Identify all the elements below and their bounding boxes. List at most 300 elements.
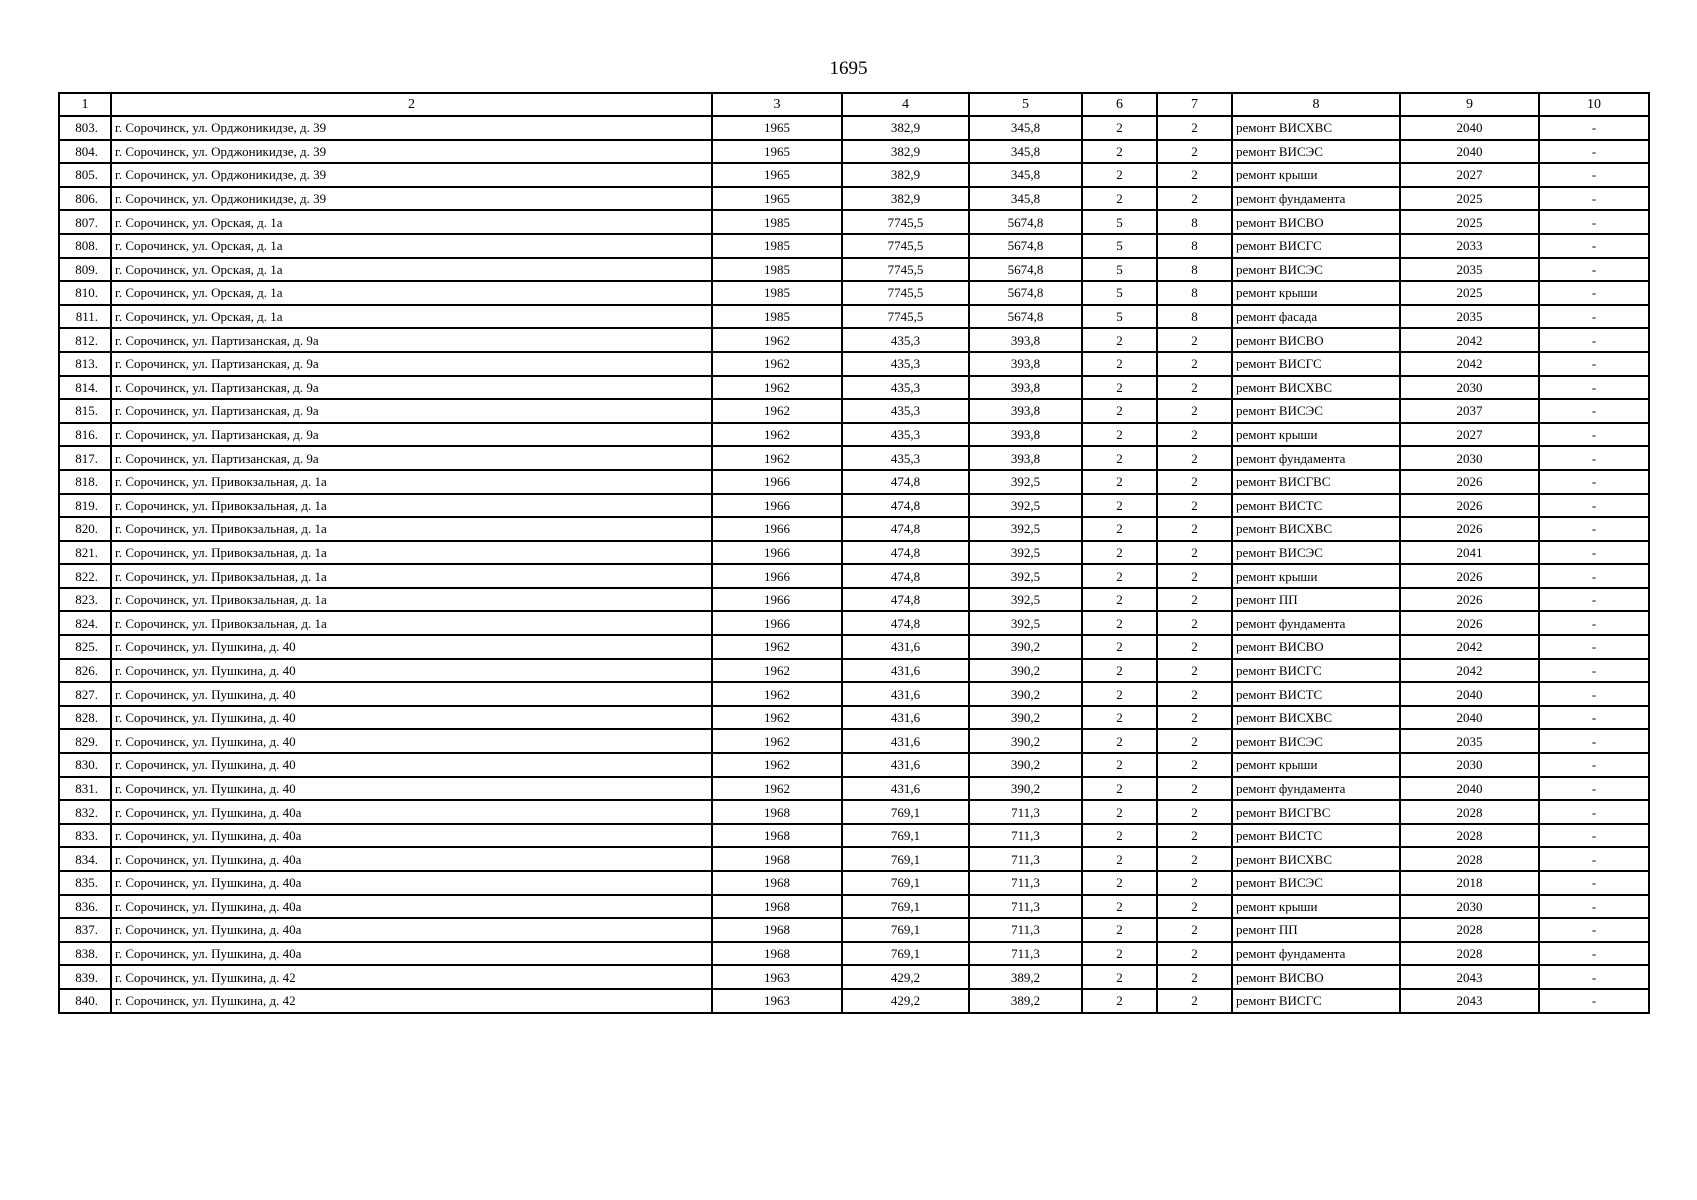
cell-living-area: 711,3 xyxy=(969,942,1082,966)
cell-year-built: 1985 xyxy=(712,258,842,282)
cell-address: г. Сорочинск, ул. Орская, д. 1а xyxy=(111,258,712,282)
cell-entrances: 2 xyxy=(1157,918,1232,942)
cell-address: г. Сорочинск, ул. Партизанская, д. 9а xyxy=(111,376,712,400)
cell-year-built: 1966 xyxy=(712,517,842,541)
cell-note: - xyxy=(1539,942,1649,966)
cell-year-built: 1985 xyxy=(712,305,842,329)
cell-total-area: 769,1 xyxy=(842,871,969,895)
cell-row-number: 838. xyxy=(59,942,111,966)
cell-note: - xyxy=(1539,281,1649,305)
cell-work-type: ремонт ВИСГС xyxy=(1232,659,1400,683)
cell-total-area: 382,9 xyxy=(842,140,969,164)
cell-note: - xyxy=(1539,611,1649,635)
cell-floors: 2 xyxy=(1082,470,1157,494)
table-row xyxy=(59,140,1649,164)
cell-living-area: 390,2 xyxy=(969,659,1082,683)
cell-total-area: 474,8 xyxy=(842,564,969,588)
header-row xyxy=(59,93,1649,116)
cell-total-area: 431,6 xyxy=(842,635,969,659)
cell-living-area: 5674,8 xyxy=(969,281,1082,305)
cell-floors: 2 xyxy=(1082,965,1157,989)
cell-row-number: 807. xyxy=(59,210,111,234)
cell-work-type: ремонт ВИСГС xyxy=(1232,352,1400,376)
cell-living-area: 390,2 xyxy=(969,777,1082,801)
cell-row-number: 825. xyxy=(59,635,111,659)
cell-note: - xyxy=(1539,895,1649,919)
table-row xyxy=(59,258,1649,282)
cell-work-type: ремонт ВИСВО xyxy=(1232,635,1400,659)
cell-living-area: 393,8 xyxy=(969,352,1082,376)
cell-total-area: 474,8 xyxy=(842,588,969,612)
cell-planned-year: 2026 xyxy=(1400,588,1539,612)
cell-note: - xyxy=(1539,777,1649,801)
cell-entrances: 2 xyxy=(1157,895,1232,919)
column-header-2: 2 xyxy=(111,93,712,116)
cell-year-built: 1968 xyxy=(712,918,842,942)
cell-row-number: 817. xyxy=(59,446,111,470)
cell-work-type: ремонт фасада xyxy=(1232,305,1400,329)
cell-planned-year: 2040 xyxy=(1400,682,1539,706)
cell-row-number: 810. xyxy=(59,281,111,305)
cell-address: г. Сорочинск, ул. Партизанская, д. 9а xyxy=(111,328,712,352)
cell-total-area: 431,6 xyxy=(842,706,969,730)
cell-floors: 2 xyxy=(1082,328,1157,352)
cell-note: - xyxy=(1539,305,1649,329)
cell-planned-year: 2033 xyxy=(1400,234,1539,258)
cell-address: г. Сорочинск, ул. Орская, д. 1а xyxy=(111,234,712,258)
cell-note: - xyxy=(1539,753,1649,777)
cell-year-built: 1963 xyxy=(712,965,842,989)
cell-entrances: 2 xyxy=(1157,446,1232,470)
cell-floors: 2 xyxy=(1082,824,1157,848)
cell-floors: 5 xyxy=(1082,258,1157,282)
cell-year-built: 1962 xyxy=(712,423,842,447)
cell-row-number: 808. xyxy=(59,234,111,258)
cell-total-area: 474,8 xyxy=(842,470,969,494)
cell-year-built: 1965 xyxy=(712,163,842,187)
cell-row-number: 829. xyxy=(59,729,111,753)
cell-note: - xyxy=(1539,682,1649,706)
cell-year-built: 1968 xyxy=(712,871,842,895)
cell-floors: 2 xyxy=(1082,777,1157,801)
cell-entrances: 2 xyxy=(1157,682,1232,706)
cell-living-area: 392,5 xyxy=(969,611,1082,635)
cell-row-number: 805. xyxy=(59,163,111,187)
table-row xyxy=(59,659,1649,683)
cell-total-area: 7745,5 xyxy=(842,305,969,329)
cell-work-type: ремонт крыши xyxy=(1232,281,1400,305)
cell-floors: 5 xyxy=(1082,305,1157,329)
cell-work-type: ремонт ВИСХВС xyxy=(1232,376,1400,400)
cell-floors: 2 xyxy=(1082,659,1157,683)
cell-year-built: 1968 xyxy=(712,942,842,966)
cell-address: г. Сорочинск, ул. Орджоникидзе, д. 39 xyxy=(111,116,712,140)
cell-floors: 2 xyxy=(1082,541,1157,565)
column-header-6: 6 xyxy=(1082,93,1157,116)
cell-living-area: 393,8 xyxy=(969,423,1082,447)
cell-entrances: 2 xyxy=(1157,753,1232,777)
cell-work-type: ремонт ВИСГС xyxy=(1232,234,1400,258)
cell-work-type: ремонт фундамента xyxy=(1232,942,1400,966)
cell-work-type: ремонт ВИСТС xyxy=(1232,682,1400,706)
cell-year-built: 1966 xyxy=(712,494,842,518)
cell-year-built: 1962 xyxy=(712,753,842,777)
cell-address: г. Сорочинск, ул. Привокзальная, д. 1а xyxy=(111,588,712,612)
cell-floors: 2 xyxy=(1082,352,1157,376)
table-row xyxy=(59,328,1649,352)
cell-entrances: 2 xyxy=(1157,588,1232,612)
cell-year-built: 1962 xyxy=(712,352,842,376)
cell-address: г. Сорочинск, ул. Орджоникидзе, д. 39 xyxy=(111,163,712,187)
table-row xyxy=(59,376,1649,400)
cell-entrances: 2 xyxy=(1157,352,1232,376)
cell-total-area: 431,6 xyxy=(842,753,969,777)
cell-row-number: 809. xyxy=(59,258,111,282)
cell-floors: 2 xyxy=(1082,800,1157,824)
cell-note: - xyxy=(1539,187,1649,211)
cell-living-area: 392,5 xyxy=(969,588,1082,612)
cell-entrances: 2 xyxy=(1157,706,1232,730)
cell-living-area: 5674,8 xyxy=(969,305,1082,329)
cell-planned-year: 2026 xyxy=(1400,494,1539,518)
cell-planned-year: 2026 xyxy=(1400,470,1539,494)
cell-planned-year: 2043 xyxy=(1400,965,1539,989)
cell-address: г. Сорочинск, ул. Орская, д. 1а xyxy=(111,210,712,234)
table-row xyxy=(59,423,1649,447)
cell-work-type: ремонт ВИСЭС xyxy=(1232,871,1400,895)
cell-note: - xyxy=(1539,965,1649,989)
cell-note: - xyxy=(1539,446,1649,470)
column-header-9: 9 xyxy=(1400,93,1539,116)
cell-note: - xyxy=(1539,588,1649,612)
table-row xyxy=(59,989,1649,1013)
cell-entrances: 8 xyxy=(1157,281,1232,305)
cell-year-built: 1965 xyxy=(712,116,842,140)
cell-living-area: 393,8 xyxy=(969,376,1082,400)
cell-address: г. Сорочинск, ул. Пушкина, д. 40а xyxy=(111,800,712,824)
cell-note: - xyxy=(1539,376,1649,400)
table-row xyxy=(59,706,1649,730)
cell-floors: 2 xyxy=(1082,116,1157,140)
cell-row-number: 803. xyxy=(59,116,111,140)
cell-work-type: ремонт ВИСВО xyxy=(1232,328,1400,352)
cell-year-built: 1965 xyxy=(712,140,842,164)
cell-note: - xyxy=(1539,210,1649,234)
cell-entrances: 2 xyxy=(1157,777,1232,801)
cell-row-number: 831. xyxy=(59,777,111,801)
cell-year-built: 1962 xyxy=(712,706,842,730)
cell-entrances: 2 xyxy=(1157,140,1232,164)
table-row xyxy=(59,635,1649,659)
table-row xyxy=(59,494,1649,518)
table-row xyxy=(59,871,1649,895)
cell-planned-year: 2035 xyxy=(1400,258,1539,282)
cell-address: г. Сорочинск, ул. Пушкина, д. 40а xyxy=(111,918,712,942)
cell-note: - xyxy=(1539,847,1649,871)
cell-living-area: 390,2 xyxy=(969,753,1082,777)
cell-row-number: 830. xyxy=(59,753,111,777)
cell-work-type: ремонт фундамента xyxy=(1232,777,1400,801)
cell-work-type: ремонт крыши xyxy=(1232,163,1400,187)
cell-total-area: 382,9 xyxy=(842,116,969,140)
cell-floors: 2 xyxy=(1082,918,1157,942)
cell-address: г. Сорочинск, ул. Привокзальная, д. 1а xyxy=(111,611,712,635)
cell-year-built: 1962 xyxy=(712,376,842,400)
table-row xyxy=(59,918,1649,942)
cell-living-area: 711,3 xyxy=(969,847,1082,871)
cell-total-area: 435,3 xyxy=(842,376,969,400)
cell-work-type: ремонт ВИСГС xyxy=(1232,989,1400,1013)
cell-floors: 2 xyxy=(1082,423,1157,447)
cell-year-built: 1962 xyxy=(712,328,842,352)
cell-entrances: 2 xyxy=(1157,470,1232,494)
cell-address: г. Сорочинск, ул. Пушкина, д. 40 xyxy=(111,777,712,801)
cell-work-type: ремонт ВИСЭС xyxy=(1232,541,1400,565)
cell-address: г. Сорочинск, ул. Партизанская, д. 9а xyxy=(111,446,712,470)
cell-total-area: 474,8 xyxy=(842,494,969,518)
cell-note: - xyxy=(1539,234,1649,258)
cell-floors: 5 xyxy=(1082,281,1157,305)
cell-entrances: 8 xyxy=(1157,258,1232,282)
cell-row-number: 835. xyxy=(59,871,111,895)
cell-total-area: 474,8 xyxy=(842,611,969,635)
cell-address: г. Сорочинск, ул. Орская, д. 1а xyxy=(111,305,712,329)
cell-work-type: ремонт крыши xyxy=(1232,895,1400,919)
cell-entrances: 2 xyxy=(1157,847,1232,871)
cell-planned-year: 2040 xyxy=(1400,116,1539,140)
column-header-3: 3 xyxy=(712,93,842,116)
cell-address: г. Сорочинск, ул. Партизанская, д. 9а xyxy=(111,399,712,423)
table-row xyxy=(59,541,1649,565)
cell-entrances: 2 xyxy=(1157,611,1232,635)
cell-total-area: 769,1 xyxy=(842,824,969,848)
table-row xyxy=(59,234,1649,258)
cell-planned-year: 2026 xyxy=(1400,611,1539,635)
cell-total-area: 435,3 xyxy=(842,446,969,470)
cell-living-area: 711,3 xyxy=(969,918,1082,942)
cell-total-area: 429,2 xyxy=(842,965,969,989)
table-row xyxy=(59,611,1649,635)
cell-floors: 2 xyxy=(1082,611,1157,635)
cell-floors: 2 xyxy=(1082,847,1157,871)
cell-total-area: 7745,5 xyxy=(842,234,969,258)
cell-total-area: 431,6 xyxy=(842,682,969,706)
cell-floors: 2 xyxy=(1082,140,1157,164)
cell-entrances: 2 xyxy=(1157,871,1232,895)
cell-note: - xyxy=(1539,140,1649,164)
cell-row-number: 813. xyxy=(59,352,111,376)
cell-note: - xyxy=(1539,399,1649,423)
cell-planned-year: 2042 xyxy=(1400,659,1539,683)
page-number: 1695 xyxy=(829,58,868,79)
cell-row-number: 821. xyxy=(59,541,111,565)
cell-living-area: 5674,8 xyxy=(969,210,1082,234)
cell-note: - xyxy=(1539,328,1649,352)
cell-planned-year: 2042 xyxy=(1400,635,1539,659)
cell-total-area: 382,9 xyxy=(842,187,969,211)
cell-work-type: ремонт ПП xyxy=(1232,918,1400,942)
cell-total-area: 769,1 xyxy=(842,800,969,824)
cell-floors: 2 xyxy=(1082,564,1157,588)
table-row xyxy=(59,564,1649,588)
cell-note: - xyxy=(1539,659,1649,683)
cell-planned-year: 2030 xyxy=(1400,376,1539,400)
cell-planned-year: 2025 xyxy=(1400,210,1539,234)
cell-planned-year: 2027 xyxy=(1400,423,1539,447)
cell-year-built: 1968 xyxy=(712,800,842,824)
cell-address: г. Сорочинск, ул. Партизанская, д. 9а xyxy=(111,423,712,447)
cell-total-area: 769,1 xyxy=(842,918,969,942)
cell-note: - xyxy=(1539,517,1649,541)
cell-row-number: 834. xyxy=(59,847,111,871)
cell-planned-year: 2018 xyxy=(1400,871,1539,895)
cell-planned-year: 2028 xyxy=(1400,942,1539,966)
table-row xyxy=(59,682,1649,706)
cell-total-area: 431,6 xyxy=(842,777,969,801)
cell-year-built: 1966 xyxy=(712,470,842,494)
table-row xyxy=(59,210,1649,234)
cell-total-area: 7745,5 xyxy=(842,281,969,305)
cell-year-built: 1963 xyxy=(712,989,842,1013)
table-row xyxy=(59,446,1649,470)
cell-planned-year: 2035 xyxy=(1400,729,1539,753)
table-row xyxy=(59,965,1649,989)
cell-living-area: 392,5 xyxy=(969,494,1082,518)
cell-planned-year: 2025 xyxy=(1400,187,1539,211)
cell-work-type: ремонт фундамента xyxy=(1232,446,1400,470)
cell-living-area: 389,2 xyxy=(969,989,1082,1013)
cell-note: - xyxy=(1539,729,1649,753)
cell-note: - xyxy=(1539,423,1649,447)
table-row xyxy=(59,305,1649,329)
cell-entrances: 2 xyxy=(1157,163,1232,187)
cell-planned-year: 2025 xyxy=(1400,281,1539,305)
cell-total-area: 429,2 xyxy=(842,989,969,1013)
cell-address: г. Сорочинск, ул. Привокзальная, д. 1а xyxy=(111,494,712,518)
cell-address: г. Сорочинск, ул. Пушкина, д. 42 xyxy=(111,965,712,989)
cell-total-area: 431,6 xyxy=(842,659,969,683)
cell-living-area: 389,2 xyxy=(969,965,1082,989)
cell-planned-year: 2043 xyxy=(1400,989,1539,1013)
cell-year-built: 1965 xyxy=(712,187,842,211)
table-row xyxy=(59,753,1649,777)
cell-living-area: 393,8 xyxy=(969,328,1082,352)
cell-note: - xyxy=(1539,635,1649,659)
cell-work-type: ремонт ВИСТС xyxy=(1232,824,1400,848)
cell-note: - xyxy=(1539,258,1649,282)
cell-note: - xyxy=(1539,706,1649,730)
cell-floors: 2 xyxy=(1082,399,1157,423)
cell-work-type: ремонт ВИСЭС xyxy=(1232,258,1400,282)
cell-note: - xyxy=(1539,824,1649,848)
cell-address: г. Сорочинск, ул. Орджоникидзе, д. 39 xyxy=(111,140,712,164)
cell-row-number: 812. xyxy=(59,328,111,352)
cell-address: г. Сорочинск, ул. Привокзальная, д. 1а xyxy=(111,517,712,541)
cell-row-number: 804. xyxy=(59,140,111,164)
cell-work-type: ремонт ВИСВО xyxy=(1232,210,1400,234)
column-header-7: 7 xyxy=(1157,93,1232,116)
cell-living-area: 390,2 xyxy=(969,706,1082,730)
cell-note: - xyxy=(1539,800,1649,824)
cell-total-area: 7745,5 xyxy=(842,210,969,234)
table-row xyxy=(59,470,1649,494)
cell-row-number: 819. xyxy=(59,494,111,518)
cell-row-number: 811. xyxy=(59,305,111,329)
cell-floors: 2 xyxy=(1082,706,1157,730)
cell-work-type: ремонт крыши xyxy=(1232,753,1400,777)
cell-row-number: 824. xyxy=(59,611,111,635)
cell-year-built: 1985 xyxy=(712,210,842,234)
cell-work-type: ремонт крыши xyxy=(1232,564,1400,588)
cell-total-area: 435,3 xyxy=(842,399,969,423)
cell-work-type: ремонт ВИСХВС xyxy=(1232,517,1400,541)
cell-address: г. Сорочинск, ул. Пушкина, д. 40 xyxy=(111,659,712,683)
repair-schedule-table xyxy=(58,92,1650,1014)
cell-note: - xyxy=(1539,163,1649,187)
cell-year-built: 1962 xyxy=(712,446,842,470)
cell-total-area: 474,8 xyxy=(842,541,969,565)
cell-note: - xyxy=(1539,989,1649,1013)
cell-work-type: ремонт ВИСЭС xyxy=(1232,399,1400,423)
cell-address: г. Сорочинск, ул. Привокзальная, д. 1а xyxy=(111,541,712,565)
cell-entrances: 2 xyxy=(1157,942,1232,966)
table-row xyxy=(59,729,1649,753)
table-row xyxy=(59,847,1649,871)
table-row xyxy=(59,895,1649,919)
cell-entrances: 2 xyxy=(1157,965,1232,989)
cell-planned-year: 2040 xyxy=(1400,777,1539,801)
cell-planned-year: 2030 xyxy=(1400,753,1539,777)
cell-floors: 2 xyxy=(1082,753,1157,777)
table-row xyxy=(59,588,1649,612)
cell-note: - xyxy=(1539,470,1649,494)
cell-floors: 2 xyxy=(1082,729,1157,753)
cell-entrances: 8 xyxy=(1157,210,1232,234)
cell-work-type: ремонт ВИСЭС xyxy=(1232,729,1400,753)
cell-row-number: 826. xyxy=(59,659,111,683)
cell-year-built: 1968 xyxy=(712,847,842,871)
cell-work-type: ремонт ВИСЭС xyxy=(1232,140,1400,164)
cell-planned-year: 2037 xyxy=(1400,399,1539,423)
cell-floors: 2 xyxy=(1082,163,1157,187)
cell-address: г. Сорочинск, ул. Пушкина, д. 40 xyxy=(111,753,712,777)
cell-year-built: 1962 xyxy=(712,635,842,659)
cell-address: г. Сорочинск, ул. Партизанская, д. 9а xyxy=(111,352,712,376)
cell-planned-year: 2026 xyxy=(1400,517,1539,541)
cell-entrances: 2 xyxy=(1157,541,1232,565)
cell-year-built: 1962 xyxy=(712,777,842,801)
column-header-1: 1 xyxy=(59,93,111,116)
cell-living-area: 711,3 xyxy=(969,800,1082,824)
cell-floors: 2 xyxy=(1082,989,1157,1013)
cell-row-number: 818. xyxy=(59,470,111,494)
cell-note: - xyxy=(1539,352,1649,376)
cell-living-area: 5674,8 xyxy=(969,258,1082,282)
cell-planned-year: 2035 xyxy=(1400,305,1539,329)
cell-floors: 2 xyxy=(1082,446,1157,470)
cell-planned-year: 2026 xyxy=(1400,564,1539,588)
cell-work-type: ремонт ВИСГВС xyxy=(1232,470,1400,494)
cell-living-area: 392,5 xyxy=(969,564,1082,588)
cell-entrances: 2 xyxy=(1157,517,1232,541)
cell-row-number: 814. xyxy=(59,376,111,400)
cell-year-built: 1968 xyxy=(712,824,842,848)
table-row xyxy=(59,942,1649,966)
table-row xyxy=(59,399,1649,423)
cell-living-area: 345,8 xyxy=(969,140,1082,164)
cell-entrances: 2 xyxy=(1157,399,1232,423)
cell-address: г. Сорочинск, ул. Привокзальная, д. 1а xyxy=(111,470,712,494)
